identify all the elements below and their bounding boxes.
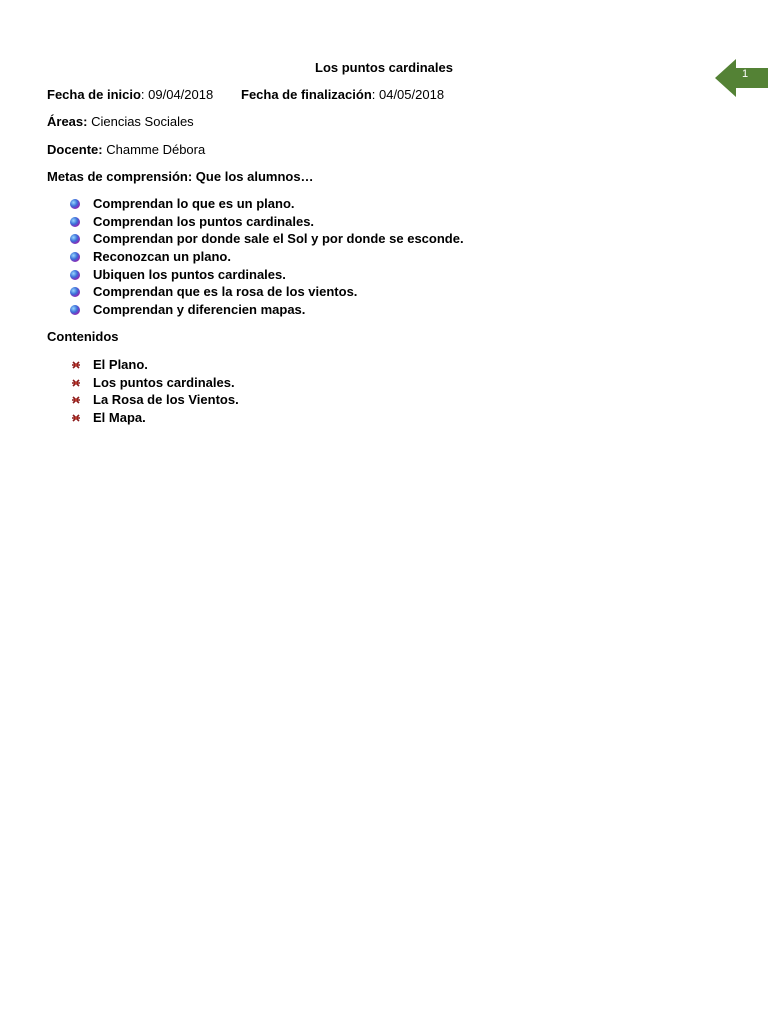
metas-list: [68, 195, 464, 319]
list-item: El Mapa.: [68, 409, 239, 427]
globe-bullet-icon: [70, 234, 80, 244]
page-number: 1: [741, 68, 749, 80]
globe-bullet-icon: [70, 252, 80, 262]
docente-row: [47, 142, 205, 158]
end-date-value: : 04/05/2018: [371, 87, 445, 102]
globe-bullet-icon: [70, 199, 80, 209]
dates-row: [47, 87, 547, 103]
list-item: Ubiquen los puntos cardinales.: [68, 266, 464, 284]
flower-bullet-icon: [71, 395, 81, 405]
areas-value: Ciencias Sociales: [87, 114, 194, 129]
list-item: La Rosa de los Vientos.: [68, 391, 239, 409]
globe-bullet-icon: [70, 287, 80, 297]
list-item: Comprendan y diferencien mapas.: [68, 301, 464, 319]
metas-heading: Metas de comprensión: Que los alumnos…: [47, 169, 314, 184]
contenidos-list: [68, 356, 239, 427]
document-title: Los puntos cardinales: [315, 60, 453, 75]
list-item: Comprendan que es la rosa de los vientos.: [68, 283, 464, 301]
globe-bullet-icon: [70, 305, 80, 315]
flower-bullet-icon: [71, 378, 81, 388]
flower-bullet-icon: [71, 360, 81, 370]
start-date-value: : 09/04/2018: [140, 87, 214, 102]
globe-bullet-icon: [70, 270, 80, 280]
flower-bullet-icon: [71, 413, 81, 423]
list-item: Comprendan los puntos cardinales.: [68, 213, 464, 231]
list-item: Comprendan por donde sale el Sol y por donde se esconde.: [68, 230, 464, 248]
contenidos-heading: Contenidos: [47, 329, 119, 344]
list-item: Los puntos cardinales.: [68, 374, 239, 392]
list-item: Comprendan lo que es un plano.: [68, 195, 464, 213]
start-date-label: Fecha de inicio: [47, 87, 141, 102]
areas-label: Áreas:: [47, 114, 88, 129]
docente-label: Docente:: [47, 142, 103, 157]
docente-value: Chamme Débora: [102, 142, 206, 157]
end-date-label: Fecha de finalización: [241, 87, 372, 102]
areas-row: [47, 114, 194, 130]
globe-bullet-icon: [70, 217, 80, 227]
list-item: El Plano.: [68, 356, 239, 374]
list-item: Reconozcan un plano.: [68, 248, 464, 266]
end-date: [241, 87, 444, 103]
